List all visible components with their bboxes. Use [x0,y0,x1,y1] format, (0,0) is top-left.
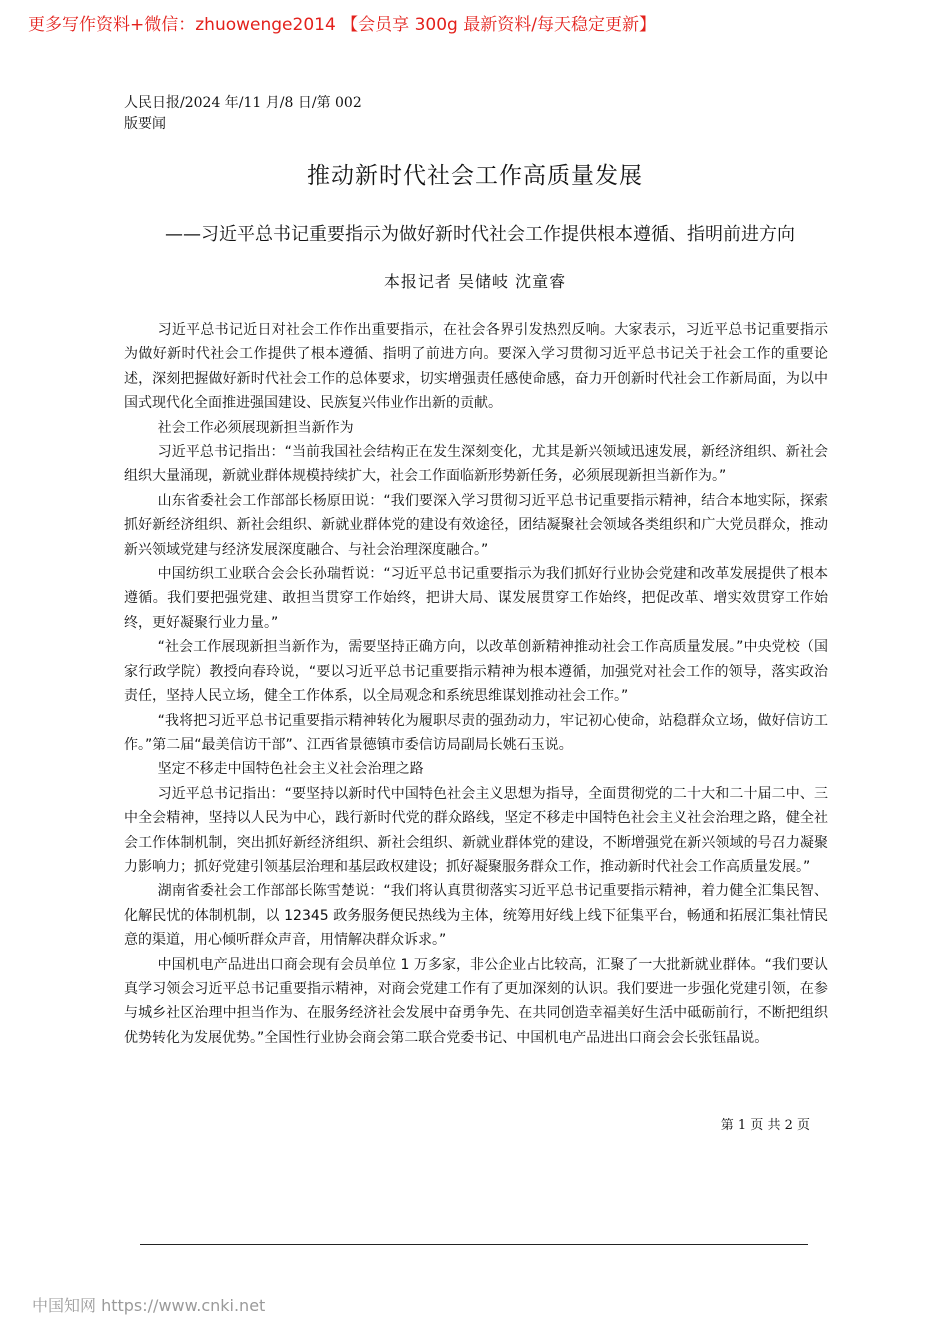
promo-banner: 更多写作资料+微信：zhuowenge2014 【会员享 300g 最新资料/每天稳定更新】 [28,15,656,35]
paragraph: 习近平总书记近日对社会工作作出重要指示，在社会各界引发热烈反响。大家表示，习近平总书记重要指示为做好新时代社会工作提供了根本遵循、指明了前进方向。要深入学习贯彻习近平总书记关于社会工作的重要论述，深刻把握做好新时代社会工作的总体要求，切实增强责任感使命感，奋力开创新时代社会工作新局面，为以中国式现代化全面推进强国建设、民族复兴伟业作出新的贡献。 [124,322,828,412]
paragraph: “我将把习近平总书记重要指示精神转化为履职尽责的强劲动力，牢记初心使命，站稳群众立场，做好信访工作。”第二届“最美信访干部”、江西省景德镇市委信访局副局长姚石玉说。 [124,712,828,753]
section-heading: 坚定不移走中国特色社会主义社会治理之路 [157,761,424,778]
article-body [124,318,828,1050]
source-meta [124,93,362,135]
footer-divider [140,1244,808,1245]
page-number: 第 1 页 共 2 页 [720,1118,810,1133]
paragraph: 中国纺织工业联合会会长孙瑞哲说：“习近平总书记重要指示为我们抓好行业协会党建和改革发展提供了根本遵循。我们要把强党建、敢担当贯穿工作始终，把讲大局、谋发展贯穿工作始终，把促改革、增实效贯穿工作始终，更好凝聚行业力量。” [124,566,828,631]
paragraph: 中国机电产品进出口商会现有会员单位 1 万多家，非公企业占比较高，汇聚了一大批新就业群体。“我们要认真学习领会习近平总书记重要指示精神，对商会党建工作有了更加深刻的认识。我们要进一步强化党建引领，在参与城乡社区治理中担当作为、在服务经济社会发展中奋勇争先、在共同创造幸福美好生活中砥砺前行，不断把组织优势转化为发展优势。”全国性行业协会商会第二联合党委书记、中国机电产品进出口商会会长张钰晶说。 [124,956,828,1046]
cnki-watermark: 中国知网 https://www.cnki.net [32,1296,266,1315]
article-subtitle: ——习近平总书记重要指示为做好新时代社会工作提供根本遵循、指明前进方向 [165,224,795,245]
section-label: 版要闻 [124,116,166,132]
section-heading: 社会工作必须展现新担当新作为 [157,419,354,436]
paragraph: 山东省委社会工作部部长杨原田说：“我们要深入学习贯彻习近平总书记重要指示精神，结合本地实际，探索抓好新经济组织、新社会组织、新就业群体党的建设有效途径，团结凝聚社会领域各类组织和广大党员群众，推动新兴领域党建与经济发展深度融合、与社会治理深度融合。” [124,492,828,558]
article-byline: 本报记者 吴储岐 沈童睿 [383,272,567,291]
paragraph: 习近平总书记指出：“要坚持以新时代中国特色社会主义思想为指导，全面贯彻党的二十大和二十届二中、三中全会精神，坚持以人民为中心，践行新时代党的群众路线，坚定不移走中国特色社会主义社会治理之路，健全社会工作体制机制，突出抓好新经济组织、新社会组织、新就业群体党的建设，不断增强党在新兴领域的号召力凝聚力影响力；抓好党建引领基层治理和基层政权建设；抓好凝聚服务群众工作，推动新时代社会工作高质量发展。” [124,785,828,875]
source-line: 人民日报/2024 年/11 月/8 日/第 002 [124,95,362,111]
paragraph: 湖南省委社会工作部部长陈雪楚说：“我们将认真贯彻落实习近平总书记重要指示精神，着力健全汇集民智、化解民忧的体制机制，以 12345 政务服务便民热线为主体，统筹用好线上线下征集平台，畅通和拓展汇集社情民意的渠道，用心倾听群众声音，用情解决群众诉求。” [124,883,828,949]
paragraph: 习近平总书记指出：“当前我国社会结构正在发生深刻变化，尤其是新兴领域迅速发展，新经济组织、新社会组织大量涌现，新就业群体规模持续扩大，社会工作面临新形势新任务，必须展现新担当新作为。” [124,444,828,485]
paragraph: “社会工作展现新担当新作为，需要坚持正确方向，以改革创新精神推动社会工作高质量发展。”中央党校（国家行政学院）教授向春玲说，“要以习近平总书记重要指示精神为根本遵循，加强党对社会工作的领导，落实政治责任，坚持人民立场，健全工作体系，以全局观念和系统思维谋划推动社会工作。” [124,639,828,705]
article-title: 推动新时代社会工作高质量发展 [307,163,643,189]
